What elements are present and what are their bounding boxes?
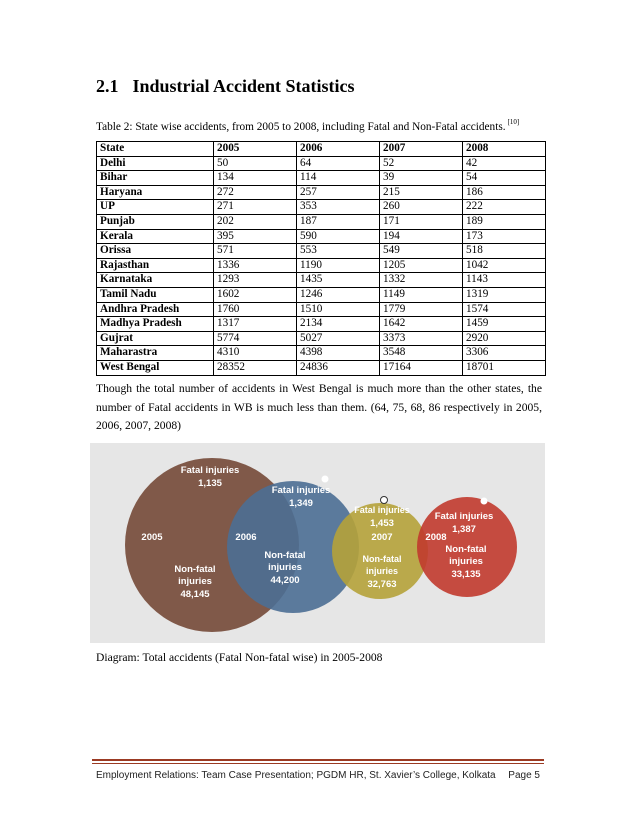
value-cell: 4398 [297, 346, 380, 361]
value-2007-nonfatal: 32,763 [367, 579, 397, 590]
value-cell: 1293 [214, 273, 297, 288]
footer-text: Employment Relations: Team Case Presentation; PGDM HR, St. Xavier’s College, Kolkata [96, 770, 496, 781]
accident-table [96, 141, 546, 376]
value-cell: 3548 [380, 346, 463, 361]
page-number: Page 5 [508, 770, 540, 781]
value-2005-nonfatal: 48,145 [180, 589, 210, 600]
value-2007-fatal: 1,453 [370, 518, 394, 529]
value-cell: 2134 [297, 317, 380, 332]
value-cell: 1149 [380, 287, 463, 302]
value-2008-nonfatal: 33,135 [451, 569, 481, 580]
value-cell: 186 [463, 185, 546, 200]
table-row [97, 302, 546, 317]
value-cell: 114 [297, 171, 380, 186]
table-row [97, 229, 546, 244]
value-cell: 202 [214, 214, 297, 229]
value-cell: 1459 [463, 317, 546, 332]
header-cell: 2006 [297, 142, 380, 157]
value-cell: 5027 [297, 331, 380, 346]
value-cell: 271 [214, 200, 297, 215]
table-row [97, 200, 546, 215]
value-2005-fatal: 1,135 [198, 478, 222, 489]
value-cell: 18701 [463, 360, 546, 375]
value-cell: 5774 [214, 331, 297, 346]
state-cell: Karnataka [97, 273, 214, 288]
value-cell: 1205 [380, 258, 463, 273]
value-cell: 1435 [297, 273, 380, 288]
value-cell: 17164 [380, 360, 463, 375]
value-cell: 189 [463, 214, 546, 229]
value-cell: 395 [214, 229, 297, 244]
section-title: Industrial Accident Statistics [132, 76, 355, 96]
value-cell: 1760 [214, 302, 297, 317]
value-cell: 1336 [214, 258, 297, 273]
table-row [97, 171, 546, 186]
value-cell: 1510 [297, 302, 380, 317]
value-cell: 42 [463, 156, 546, 171]
value-cell: 3373 [380, 331, 463, 346]
section-number: 2.1 [96, 76, 119, 96]
section-heading [96, 76, 355, 97]
label-2007-fatal: Fatal injuries [354, 505, 410, 515]
label-2006-nonfatal-1: Non-fatal [264, 550, 306, 561]
value-cell: 222 [463, 200, 546, 215]
value-cell: 3306 [463, 346, 546, 361]
table-row [97, 273, 546, 288]
year-2008: 2008 [425, 532, 447, 543]
value-cell: 353 [297, 200, 380, 215]
state-cell: Punjab [97, 214, 214, 229]
value-cell: 1574 [463, 302, 546, 317]
value-cell: 518 [463, 244, 546, 259]
diagram-caption: Diagram: Total accidents (Fatal Non-fatal wise) in 2005-2008 [96, 651, 383, 664]
state-cell: Rajasthan [97, 258, 214, 273]
label-2005-nonfatal-1: Non-fatal [174, 564, 216, 575]
table-row [97, 287, 546, 302]
state-cell: Delhi [97, 156, 214, 171]
table-row [97, 258, 546, 273]
value-cell: 64 [297, 156, 380, 171]
marker-dot-2007 [381, 497, 388, 504]
table-row [97, 185, 546, 200]
value-cell: 260 [380, 200, 463, 215]
value-cell: 1317 [214, 317, 297, 332]
table-row [97, 244, 546, 259]
value-2006-fatal: 1,349 [289, 498, 313, 509]
value-cell: 1143 [463, 273, 546, 288]
value-cell: 28352 [214, 360, 297, 375]
state-cell: Haryana [97, 185, 214, 200]
value-cell: 4310 [214, 346, 297, 361]
footer-rule [92, 759, 544, 761]
state-cell: UP [97, 200, 214, 215]
label-2007-nonfatal-1: Non-fatal [362, 554, 402, 564]
value-cell: 24836 [297, 360, 380, 375]
state-cell: Orissa [97, 244, 214, 259]
label-2005-fatal: Fatal injuries [180, 465, 240, 476]
header-cell: State [97, 142, 214, 157]
year-2005: 2005 [141, 532, 163, 543]
value-cell: 134 [214, 171, 297, 186]
value-cell: 1190 [297, 258, 380, 273]
value-cell: 1642 [380, 317, 463, 332]
header-cell: 2005 [214, 142, 297, 157]
label-2005-nonfatal-2: injuries [178, 576, 212, 587]
state-cell: Gujrat [97, 331, 214, 346]
value-cell: 571 [214, 244, 297, 259]
value-cell: 257 [297, 185, 380, 200]
value-cell: 2920 [463, 331, 546, 346]
value-cell: 50 [214, 156, 297, 171]
label-2008-fatal: Fatal injuries [434, 511, 494, 522]
state-cell: Andhra Pradesh [97, 302, 214, 317]
label-2008-nonfatal-2: injuries [449, 556, 483, 567]
table-row [97, 360, 546, 375]
marker-dot-2008 [481, 498, 488, 505]
state-cell: Bihar [97, 171, 214, 186]
value-cell: 1319 [463, 287, 546, 302]
header-cell: 2007 [380, 142, 463, 157]
value-cell: 1332 [380, 273, 463, 288]
value-cell: 173 [463, 229, 546, 244]
table-row [97, 346, 546, 361]
table-row [97, 317, 546, 332]
value-cell: 553 [297, 244, 380, 259]
value-cell: 1246 [297, 287, 380, 302]
value-2008-fatal: 1,387 [452, 524, 476, 535]
table-caption-text: Table 2: State wise accidents, from 2005 to 2008, including Fatal and Non-Fatal accidents. [96, 121, 506, 133]
state-cell: Kerala [97, 229, 214, 244]
value-cell: 194 [380, 229, 463, 244]
value-cell: 52 [380, 156, 463, 171]
state-cell: West Bengal [97, 360, 214, 375]
value-cell: 590 [297, 229, 380, 244]
value-cell: 187 [297, 214, 380, 229]
value-cell: 171 [380, 214, 463, 229]
value-cell: 215 [380, 185, 463, 200]
table-header-row [97, 142, 546, 157]
reference-marker[interactable]: [10] [507, 118, 520, 126]
value-cell: 1779 [380, 302, 463, 317]
venn-diagram [90, 443, 545, 643]
footer-rule-thin [92, 763, 544, 764]
value-cell: 549 [380, 244, 463, 259]
label-2007-nonfatal-2: injuries [365, 566, 399, 576]
table-row [97, 214, 546, 229]
year-2006: 2006 [235, 532, 257, 543]
label-2006-fatal: Fatal injuries [271, 485, 331, 496]
value-cell: 54 [463, 171, 546, 186]
header-cell: 2008 [463, 142, 546, 157]
label-2006-nonfatal-2: injuries [268, 562, 302, 573]
table-caption [96, 118, 519, 133]
label-2008-nonfatal-1: Non-fatal [445, 544, 487, 555]
year-2007: 2007 [371, 532, 393, 543]
value-cell: 39 [380, 171, 463, 186]
body-paragraph: Though the total number of accidents in West Bengal is much more than the other states, the number of Fatal accidents in WB is much less than them. (64, 75, 68, 86 respectively in 2005, 2006, 2007, 2008) [96, 382, 542, 433]
table-row [97, 331, 546, 346]
state-cell: Tamil Nadu [97, 287, 214, 302]
state-cell: Maharastra [97, 346, 214, 361]
value-cell: 1042 [463, 258, 546, 273]
table-row [97, 156, 546, 171]
state-cell: Madhya Pradesh [97, 317, 214, 332]
value-2006-nonfatal: 44,200 [270, 575, 300, 586]
value-cell: 272 [214, 185, 297, 200]
value-cell: 1602 [214, 287, 297, 302]
marker-dot-2006 [322, 476, 329, 483]
